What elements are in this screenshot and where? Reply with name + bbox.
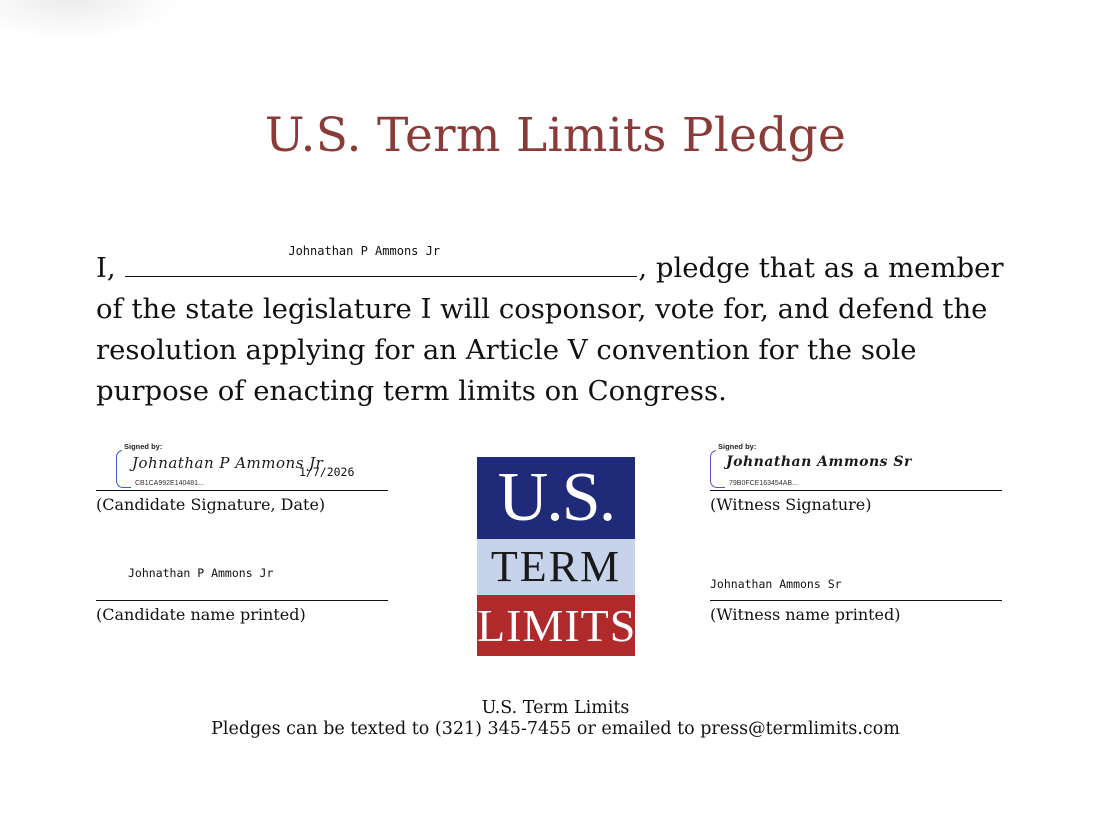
witness-printed-line xyxy=(710,600,1002,601)
pledge-prefix: I, xyxy=(96,252,125,284)
candidate-docusign-stamp[interactable] xyxy=(116,442,324,488)
candidate-signed-by-label: Signed by: xyxy=(124,442,163,451)
candidate-printed-block xyxy=(96,560,388,630)
pledge-line-2: of the state legislature I will cosponsor, vote for, and defend the xyxy=(96,293,988,325)
witness-envelope-id: 79B0FCE163454AB... xyxy=(729,480,798,487)
footer-contact: Pledges can be texted to (321) 345-7455 or emailed to press@termlimits.com xyxy=(211,719,900,739)
candidate-stamp-bracket xyxy=(116,450,131,488)
witness-stamp-bracket xyxy=(710,450,725,488)
candidate-signature-caption: (Candidate Signature, Date) xyxy=(96,495,326,514)
logo-us-band: U.S. xyxy=(477,457,635,539)
witness-signature-block xyxy=(710,440,1002,520)
witness-docusign-stamp[interactable] xyxy=(710,444,910,488)
candidate-printed-line xyxy=(96,600,388,601)
witness-signature-caption: (Witness Signature) xyxy=(710,495,872,514)
candidate-printed-name[interactable]: Johnathan P Ammons Jr xyxy=(128,566,274,580)
witness-printed-caption: (Witness name printed) xyxy=(710,605,901,624)
logo-limits-band: LIMITS xyxy=(477,595,635,656)
candidate-signature-line xyxy=(96,490,388,491)
witness-signature-line xyxy=(710,490,1002,491)
footer-org: U.S. Term Limits xyxy=(481,698,630,718)
candidate-signature-block xyxy=(96,440,388,520)
witness-printed-name[interactable]: Johnathan Ammons Sr xyxy=(710,577,842,591)
candidate-name-blank[interactable] xyxy=(125,244,637,277)
pledge-line-1 xyxy=(96,244,1036,289)
candidate-name-filled: Johnathan P Ammons Jr xyxy=(288,244,441,258)
candidate-sign-date: 1/7/2026 xyxy=(299,465,355,479)
witness-signature-script: Johnathan Ammons Sr xyxy=(726,454,912,470)
term-limits-logo xyxy=(477,457,635,656)
pledge-line-4: purpose of enacting term limits on Congress. xyxy=(96,375,727,407)
page-title: U.S. Term Limits Pledge xyxy=(264,108,847,163)
witness-signed-by-label: Signed by: xyxy=(718,442,757,451)
pledge-line-3: resolution applying for an Article V convention for the sole xyxy=(96,334,917,366)
candidate-printed-caption: (Candidate name printed) xyxy=(96,605,306,624)
pledge-suffix: , pledge that as a member xyxy=(638,252,1004,284)
pledge-text xyxy=(96,244,1036,412)
corner-shading xyxy=(0,0,180,40)
candidate-envelope-id: CB1CA992E140481... xyxy=(135,480,204,487)
witness-printed-block xyxy=(710,570,1002,630)
candidate-signature-script: Johnathan P Ammons Jr xyxy=(132,454,324,472)
logo-term-band: TERM xyxy=(477,539,635,595)
